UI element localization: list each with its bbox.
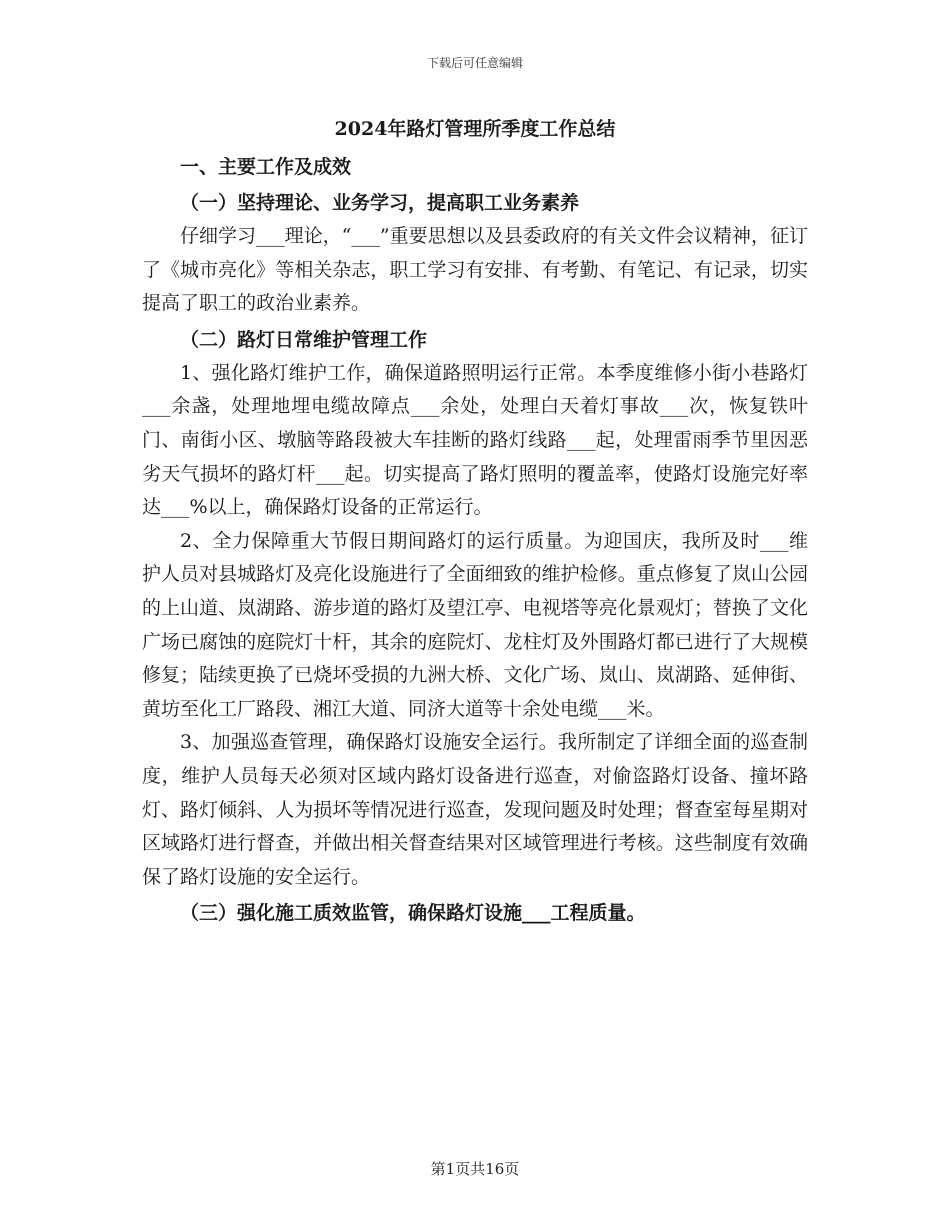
- paragraph-maintenance-3: 3、加强巡查管理，确保路灯设施安全运行。我所制定了详细全面的巡查制度，维护人员每天必须对区域内路灯设备进行巡查，对偷盗路灯设备、撞坏路灯、路灯倾斜、人为损坏等情况进行巡查，发现问题及时处理；督查室每星期对区域路灯进行督查，并做出相关督查结果对区域管理进行考核。这些制度有效确保了路灯设施的安全运行。: [142, 731, 808, 888]
- paragraph-study: 仔细学习___理论，“___”重要思想以及县委政府的有关文件会议精神，征订了《城市亮化》等相关杂志，职工学习有安排、有考勤、有笔记、有记录，切实提高了职工的政治业素养。: [142, 225, 808, 315]
- page-number-footer: 第1页共16页: [430, 1160, 520, 1178]
- document-title: 2024年路灯管理所季度工作总结: [334, 118, 616, 140]
- section-heading-main-work: 一、主要工作及成效: [180, 156, 352, 178]
- subsection-heading-study: （一）坚持理论、业务学习，提高职工业务素养: [180, 192, 580, 214]
- paragraph-maintenance-2: 2、全力保障重大节假日期间路灯的运行质量。为迎国庆，我所及时___维护人员对县城路灯及亮化设施进行了全面细致的维护检修。重点修复了岚山公园的上山道、岚湖路、游步道的路灯及望江亭、电视塔等亮化景观灯；替换了文化广场已腐蚀的庭院灯十杆，其余的庭院灯、龙柱灯及外围路灯都已进行了大规模修复；陆续更换了已烧坏受损的九洲大桥、文化广场、岚山、岚湖路、延伸街、黄坊至化工厂路段、湘江大道、同济大道等十余处电缆___米。: [142, 529, 808, 720]
- subsection-heading-maintenance: （二）路灯日常维护管理工作: [180, 328, 428, 351]
- subsection-heading-construction: （三）强化施工质效监管，确保路灯设施___工程质量。: [180, 902, 646, 925]
- paragraph-maintenance-1: 1、强化路灯维护工作，确保道路照明运行正常。本季度维修小街小巷路灯___余盏，处理地埋电缆故障点___余处，处理白天着灯事故___次，恢复铁叶门、南街小区、墩脑等路段被大车挂断的路灯线路___起，处理雷雨季节里因恶劣天气损坏的路灯杆___起。切实提高了路灯照明的覆盖率，使路灯设施完好率达___%以上，确保路灯设备的正常运行。: [142, 361, 808, 519]
- header-note: 下载后可任意编辑: [426, 56, 523, 70]
- document-body: [142, 112, 808, 930]
